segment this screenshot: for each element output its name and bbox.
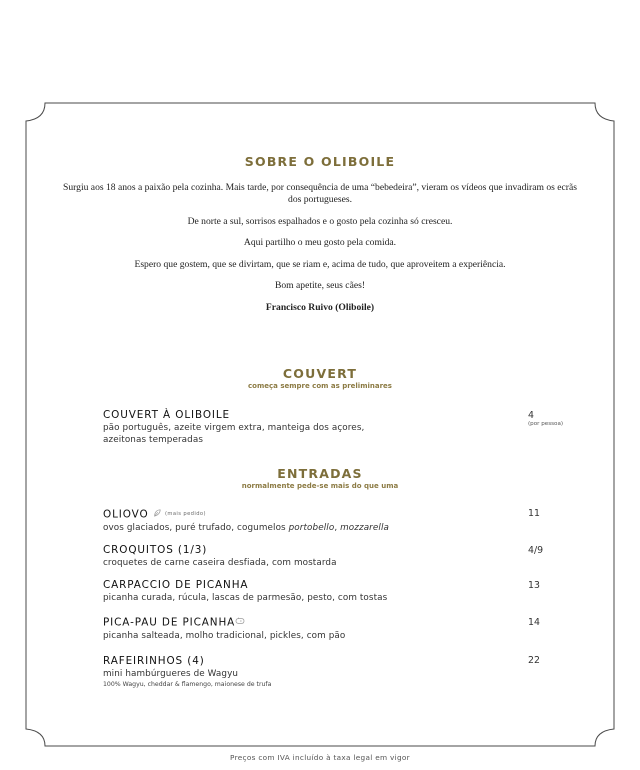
- menu-item-couvert: [103, 409, 523, 446]
- price-note: (por pessoa): [528, 421, 564, 427]
- menu-item-description: picanha salteada, molho tradicional, pickles, com pão: [103, 630, 346, 641]
- leaf-icon: [153, 508, 161, 521]
- about-signature: Francisco Ruivo (Oliboile): [265, 301, 375, 313]
- menu-item-oliovo: [103, 508, 523, 534]
- menu-item-description-cont: azeitonas temperadas: [103, 435, 204, 445]
- menu-item-description: pão português, azeite virgem extra, manteiga dos açores,: [103, 423, 365, 433]
- menu-item-price: 4/9: [528, 545, 544, 556]
- couvert-title: COUVERT: [282, 366, 358, 381]
- menu-item-price: 14: [528, 617, 540, 628]
- menu-item-price: 11: [528, 508, 540, 519]
- menu-item-subdescription: 100% Wagyu, cheddar & flamengo, maionese de trufa: [103, 681, 272, 688]
- menu-item-name: CARPACCIO DE PICANHA: [103, 579, 249, 591]
- entradas-title: ENTRADAS: [277, 466, 363, 481]
- menu-item-name: PICA-PAU DE PICANHA: [103, 616, 236, 629]
- about-paragraph-2: De norte a sul, sorrisos espalhados e o gosto pela cozinha só cresceu.: [187, 215, 453, 227]
- menu-item-croquitos: [103, 544, 523, 569]
- entradas-subtitle: normalmente pede-se mais do que uma: [241, 482, 399, 490]
- menu-item-carpaccio: [103, 579, 523, 604]
- menu-item-description: croquetes de carne caseira desfiada, com mostarda: [103, 558, 337, 568]
- menu-item-rafeirinhos: [103, 655, 523, 689]
- entradas-heading: [0, 466, 640, 491]
- about-paragraph-3: Aqui partilho o meu gosto pela comida.: [243, 237, 397, 248]
- about-paragraph-1: Surgiu aos 18 anos a paixão pela cozinha. Mais tarde, por consequência de uma “bebedeira”, vieram os vídeos que invadiram os ecrãs dos portugueses.: [63, 182, 577, 205]
- about-paragraph-4: Espero que gostem, que se divirtam, que se riam e, acima de tudo, que aproveitem a experiência.: [134, 258, 506, 270]
- chili-icon: [235, 616, 245, 629]
- menu-item-description: picanha curada, rúcula, lascas de parmesão, pesto, com tostas: [103, 593, 388, 603]
- menu-item-description: ovos glaciados, puré trufado, cogumelos portobello, mozzarella: [103, 522, 389, 533]
- menu-item-pica-pau: [103, 616, 523, 642]
- menu-item-price: 13: [528, 580, 540, 591]
- about-section: [60, 154, 580, 323]
- menu-item-price: [528, 410, 563, 427]
- menu-item-name: CROQUITOS (1/3): [103, 544, 208, 556]
- price-value: 4: [528, 410, 534, 421]
- menu-item-name: OLIOVO: [103, 508, 149, 521]
- menu-item-name: COUVERT À OLIBOILE: [103, 409, 231, 421]
- menu-item-name: RAFEIRINHOS (4): [103, 655, 205, 667]
- price-disclaimer: Preços com IVA incluído à taxa legal em vigor: [230, 753, 410, 762]
- most-ordered-note: (mais pedido): [164, 511, 206, 517]
- couvert-subtitle: começa sempre com as preliminares: [248, 382, 392, 390]
- menu-item-description: mini hambúrgueres de Wagyu: [103, 669, 239, 679]
- menu-item-price: 22: [528, 655, 540, 666]
- about-title: SOBRE O OLIBOILE: [244, 154, 396, 169]
- about-paragraph-5: Bom apetite, seus cães!: [274, 280, 366, 291]
- couvert-heading: [0, 366, 640, 391]
